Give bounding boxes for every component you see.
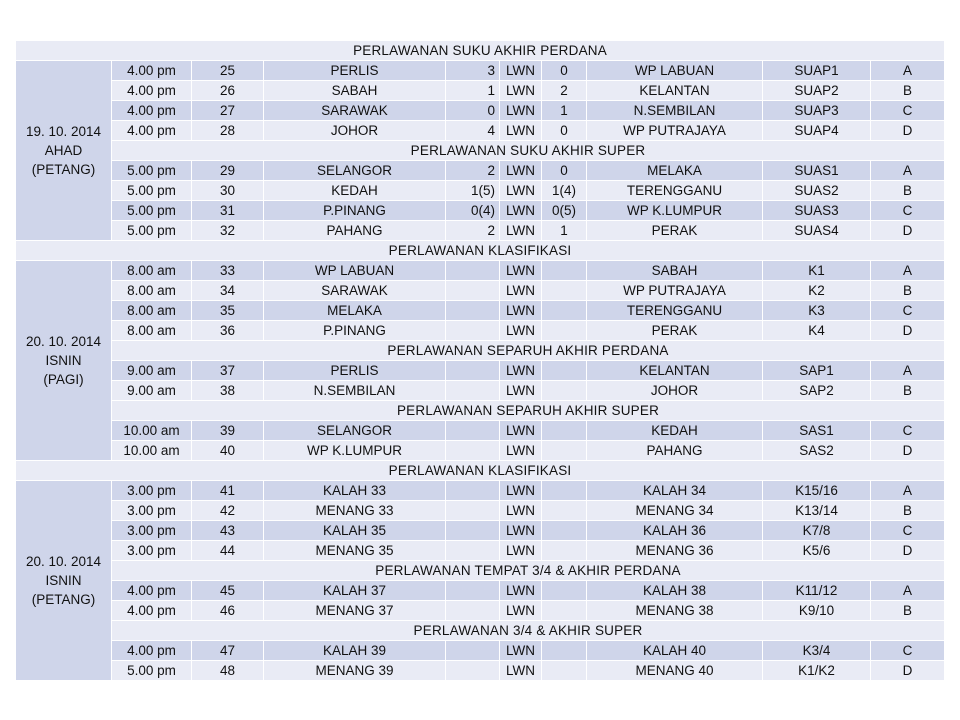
team-away: WP K.LUMPUR — [587, 201, 763, 221]
score-home: 3 — [446, 61, 500, 81]
match-time: 4.00 pm — [112, 581, 192, 601]
versus-label: LWN — [500, 541, 542, 561]
team-away: JOHOR — [587, 381, 763, 401]
match-row — [16, 441, 945, 461]
score-home — [446, 261, 500, 281]
versus-label: LWN — [500, 661, 542, 681]
match-code: K1/K2 — [763, 661, 871, 681]
match-number: 25 — [192, 61, 264, 81]
match-row — [16, 641, 945, 661]
date-cell — [16, 61, 112, 241]
score-home — [446, 581, 500, 601]
match-row — [16, 661, 945, 681]
team-home: KEDAH — [264, 181, 446, 201]
subsection-title: PERLAWANAN SUKU AKHIR SUPER — [112, 141, 945, 161]
match-time: 10.00 am — [112, 441, 192, 461]
court-label: B — [871, 281, 945, 301]
match-code: K15/16 — [763, 481, 871, 501]
court-label: B — [871, 501, 945, 521]
match-number: 27 — [192, 101, 264, 121]
score-away — [542, 301, 587, 321]
team-home: SELANGOR — [264, 421, 446, 441]
score-away — [542, 261, 587, 281]
match-time: 5.00 pm — [112, 201, 192, 221]
match-time: 3.00 pm — [112, 541, 192, 561]
match-number: 35 — [192, 301, 264, 321]
team-home: PERLIS — [264, 61, 446, 81]
score-away — [542, 641, 587, 661]
team-home: WP K.LUMPUR — [264, 441, 446, 461]
versus-label: LWN — [500, 161, 542, 181]
subsection-header-row — [16, 401, 945, 421]
score-home: 0(4) — [446, 201, 500, 221]
match-code: K2 — [763, 281, 871, 301]
court-label: B — [871, 381, 945, 401]
subsection-header-row — [16, 341, 945, 361]
team-home: KALAH 33 — [264, 481, 446, 501]
team-away: KELANTAN — [587, 361, 763, 381]
score-away: 1 — [542, 221, 587, 241]
team-away: MENANG 34 — [587, 501, 763, 521]
versus-label: LWN — [500, 481, 542, 501]
section-header-row — [16, 241, 945, 261]
court-label: A — [871, 261, 945, 281]
match-row — [16, 181, 945, 201]
score-home — [446, 301, 500, 321]
match-number: 31 — [192, 201, 264, 221]
match-row — [16, 221, 945, 241]
match-code: SUAP2 — [763, 81, 871, 101]
match-code: K5/6 — [763, 541, 871, 561]
score-away: 1(4) — [542, 181, 587, 201]
team-away: KALAH 36 — [587, 521, 763, 541]
team-away: KELANTAN — [587, 81, 763, 101]
match-row — [16, 81, 945, 101]
court-label: C — [871, 521, 945, 541]
score-away — [542, 601, 587, 621]
court-label: C — [871, 301, 945, 321]
team-away: PERAK — [587, 321, 763, 341]
match-time: 8.00 am — [112, 301, 192, 321]
score-home — [446, 661, 500, 681]
match-number: 44 — [192, 541, 264, 561]
team-home: KALAH 37 — [264, 581, 446, 601]
match-number: 43 — [192, 521, 264, 541]
match-number: 33 — [192, 261, 264, 281]
match-row — [16, 501, 945, 521]
match-code: SUAS2 — [763, 181, 871, 201]
section-title: PERLAWANAN KLASIFIKASI — [16, 461, 945, 481]
date-text: 20. 10. 2014 — [25, 554, 102, 569]
versus-label: LWN — [500, 81, 542, 101]
versus-label: LWN — [500, 641, 542, 661]
court-label: C — [871, 641, 945, 661]
match-time: 8.00 am — [112, 281, 192, 301]
match-time: 3.00 pm — [112, 501, 192, 521]
match-row — [16, 361, 945, 381]
team-away: TERENGGANU — [587, 301, 763, 321]
team-away: SABAH — [587, 261, 763, 281]
court-label: D — [871, 661, 945, 681]
match-time: 4.00 pm — [112, 101, 192, 121]
match-number: 29 — [192, 161, 264, 181]
section-title: PERLAWANAN SUKU AKHIR PERDANA — [16, 41, 945, 61]
score-home: 4 — [446, 121, 500, 141]
team-home: JOHOR — [264, 121, 446, 141]
score-home: 1(5) — [446, 181, 500, 201]
section-header-row — [16, 461, 945, 481]
subsection-title: PERLAWANAN TEMPAT 3/4 & AKHIR PERDANA — [112, 561, 945, 581]
versus-label: LWN — [500, 61, 542, 81]
match-code: SUAP1 — [763, 61, 871, 81]
date-cell — [16, 481, 112, 681]
score-away: 0 — [542, 61, 587, 81]
team-away: MELAKA — [587, 161, 763, 181]
versus-label: LWN — [500, 441, 542, 461]
court-label: D — [871, 321, 945, 341]
score-home — [446, 361, 500, 381]
match-code: SUAS4 — [763, 221, 871, 241]
score-home — [446, 481, 500, 501]
score-away — [542, 661, 587, 681]
match-time: 10.00 am — [112, 421, 192, 441]
match-number: 36 — [192, 321, 264, 341]
match-row — [16, 521, 945, 541]
team-home: KALAH 35 — [264, 521, 446, 541]
match-row — [16, 321, 945, 341]
match-time: 4.00 pm — [112, 121, 192, 141]
match-row — [16, 601, 945, 621]
match-row — [16, 541, 945, 561]
team-away: WP PUTRAJAYA — [587, 281, 763, 301]
match-number: 26 — [192, 81, 264, 101]
match-number: 28 — [192, 121, 264, 141]
versus-label: LWN — [500, 361, 542, 381]
versus-label: LWN — [500, 501, 542, 521]
date-cell — [16, 261, 112, 461]
versus-label: LWN — [500, 601, 542, 621]
session-text: (PETANG) — [31, 592, 96, 607]
subsection-header-row — [16, 561, 945, 581]
score-home — [446, 381, 500, 401]
court-label: A — [871, 61, 945, 81]
match-code: K3 — [763, 301, 871, 321]
match-code: SUAS1 — [763, 161, 871, 181]
score-away — [542, 381, 587, 401]
team-home: P.PINANG — [264, 321, 446, 341]
match-time: 5.00 pm — [112, 661, 192, 681]
score-away: 0 — [542, 121, 587, 141]
score-home — [446, 321, 500, 341]
match-number: 48 — [192, 661, 264, 681]
score-home — [446, 501, 500, 521]
score-home — [446, 541, 500, 561]
score-away — [542, 441, 587, 461]
team-away: KEDAH — [587, 421, 763, 441]
court-label: A — [871, 581, 945, 601]
team-away: PAHANG — [587, 441, 763, 461]
score-home — [446, 641, 500, 661]
day-text: ISNIN — [45, 573, 82, 588]
match-row — [16, 301, 945, 321]
match-code: K11/12 — [763, 581, 871, 601]
versus-label: LWN — [500, 581, 542, 601]
match-code: K1 — [763, 261, 871, 281]
subsection-title: PERLAWANAN 3/4 & AKHIR SUPER — [112, 621, 945, 641]
versus-label: LWN — [500, 101, 542, 121]
match-number: 47 — [192, 641, 264, 661]
match-time: 9.00 am — [112, 381, 192, 401]
versus-label: LWN — [500, 261, 542, 281]
match-row — [16, 581, 945, 601]
date-text: 20. 10. 2014 — [25, 334, 102, 349]
match-row — [16, 101, 945, 121]
subsection-title: PERLAWANAN SEPARUH AKHIR PERDANA — [112, 341, 945, 361]
subsection-title: PERLAWANAN SEPARUH AKHIR SUPER — [112, 401, 945, 421]
score-home: 1 — [446, 81, 500, 101]
subsection-header-row — [16, 141, 945, 161]
match-time: 8.00 am — [112, 261, 192, 281]
match-code: K3/4 — [763, 641, 871, 661]
team-away: PERAK — [587, 221, 763, 241]
team-away: WP PUTRAJAYA — [587, 121, 763, 141]
team-away: MENANG 38 — [587, 601, 763, 621]
match-time: 3.00 pm — [112, 521, 192, 541]
versus-label: LWN — [500, 301, 542, 321]
match-time: 4.00 pm — [112, 601, 192, 621]
match-code: SAS1 — [763, 421, 871, 441]
score-away: 2 — [542, 81, 587, 101]
match-time: 5.00 pm — [112, 181, 192, 201]
match-time: 4.00 pm — [112, 81, 192, 101]
score-away — [542, 361, 587, 381]
day-text: AHAD — [44, 143, 83, 158]
team-home: PAHANG — [264, 221, 446, 241]
section-title: PERLAWANAN KLASIFIKASI — [16, 241, 945, 261]
team-home: SARAWAK — [264, 281, 446, 301]
match-number: 38 — [192, 381, 264, 401]
team-home: N.SEMBILAN — [264, 381, 446, 401]
date-text: 19. 10. 2014 — [25, 124, 102, 139]
score-away — [542, 321, 587, 341]
score-away: 1 — [542, 101, 587, 121]
team-home: PERLIS — [264, 361, 446, 381]
score-away: 0 — [542, 161, 587, 181]
versus-label: LWN — [500, 381, 542, 401]
match-time: 5.00 pm — [112, 161, 192, 181]
match-number: 39 — [192, 421, 264, 441]
match-code: K9/10 — [763, 601, 871, 621]
court-label: B — [871, 181, 945, 201]
match-number: 42 — [192, 501, 264, 521]
score-away — [542, 281, 587, 301]
team-away: MENANG 40 — [587, 661, 763, 681]
match-schedule-table — [15, 40, 945, 681]
team-away: KALAH 38 — [587, 581, 763, 601]
court-label: D — [871, 541, 945, 561]
team-home: MENANG 35 — [264, 541, 446, 561]
score-home: 2 — [446, 221, 500, 241]
team-home: MENANG 33 — [264, 501, 446, 521]
session-text: (PETANG) — [31, 162, 96, 177]
match-time: 4.00 pm — [112, 61, 192, 81]
versus-label: LWN — [500, 221, 542, 241]
versus-label: LWN — [500, 421, 542, 441]
match-code: SUAP3 — [763, 101, 871, 121]
score-away — [542, 521, 587, 541]
match-row — [16, 261, 945, 281]
score-home: 2 — [446, 161, 500, 181]
score-home — [446, 521, 500, 541]
versus-label: LWN — [500, 321, 542, 341]
match-row — [16, 381, 945, 401]
match-code: SAP2 — [763, 381, 871, 401]
match-time: 3.00 pm — [112, 481, 192, 501]
match-row — [16, 421, 945, 441]
team-home: KALAH 39 — [264, 641, 446, 661]
match-row — [16, 61, 945, 81]
court-label: C — [871, 421, 945, 441]
team-away: KALAH 40 — [587, 641, 763, 661]
match-code: K7/8 — [763, 521, 871, 541]
subsection-header-row — [16, 621, 945, 641]
match-time: 9.00 am — [112, 361, 192, 381]
versus-label: LWN — [500, 181, 542, 201]
versus-label: LWN — [500, 281, 542, 301]
score-home — [446, 601, 500, 621]
court-label: D — [871, 441, 945, 461]
session-text: (PAGI) — [43, 372, 84, 387]
team-away: KALAH 34 — [587, 481, 763, 501]
match-code: K13/14 — [763, 501, 871, 521]
score-away — [542, 501, 587, 521]
versus-label: LWN — [500, 121, 542, 141]
day-text: ISNIN — [45, 353, 82, 368]
team-away: MENANG 36 — [587, 541, 763, 561]
team-home: P.PINANG — [264, 201, 446, 221]
team-home: SELANGOR — [264, 161, 446, 181]
score-home: 0 — [446, 101, 500, 121]
team-home: MENANG 39 — [264, 661, 446, 681]
match-code: SAP1 — [763, 361, 871, 381]
score-away — [542, 581, 587, 601]
team-home: MENANG 37 — [264, 601, 446, 621]
match-code: SUAP4 — [763, 121, 871, 141]
team-away: N.SEMBILAN — [587, 101, 763, 121]
team-home: SABAH — [264, 81, 446, 101]
match-row — [16, 161, 945, 181]
court-label: D — [871, 121, 945, 141]
court-label: C — [871, 201, 945, 221]
match-row — [16, 481, 945, 501]
match-number: 34 — [192, 281, 264, 301]
match-number: 41 — [192, 481, 264, 501]
team-home: MELAKA — [264, 301, 446, 321]
team-away: WP LABUAN — [587, 61, 763, 81]
match-number: 46 — [192, 601, 264, 621]
score-home — [446, 441, 500, 461]
match-time: 4.00 pm — [112, 641, 192, 661]
section-header-row — [16, 41, 945, 61]
court-label: B — [871, 601, 945, 621]
court-label: A — [871, 361, 945, 381]
match-time: 5.00 pm — [112, 221, 192, 241]
court-label: C — [871, 101, 945, 121]
match-number: 30 — [192, 181, 264, 201]
versus-label: LWN — [500, 201, 542, 221]
match-row — [16, 201, 945, 221]
match-number: 45 — [192, 581, 264, 601]
match-number: 40 — [192, 441, 264, 461]
court-label: B — [871, 81, 945, 101]
versus-label: LWN — [500, 521, 542, 541]
court-label: D — [871, 221, 945, 241]
court-label: A — [871, 481, 945, 501]
team-away: TERENGGANU — [587, 181, 763, 201]
team-home: SARAWAK — [264, 101, 446, 121]
match-code: SUAS3 — [763, 201, 871, 221]
score-away — [542, 541, 587, 561]
score-away — [542, 481, 587, 501]
match-code: K4 — [763, 321, 871, 341]
score-away — [542, 421, 587, 441]
score-away: 0(5) — [542, 201, 587, 221]
match-time: 8.00 am — [112, 321, 192, 341]
team-home: WP LABUAN — [264, 261, 446, 281]
match-number: 37 — [192, 361, 264, 381]
score-home — [446, 281, 500, 301]
court-label: A — [871, 161, 945, 181]
match-code: SAS2 — [763, 441, 871, 461]
match-row — [16, 121, 945, 141]
match-row — [16, 281, 945, 301]
score-home — [446, 421, 500, 441]
match-number: 32 — [192, 221, 264, 241]
